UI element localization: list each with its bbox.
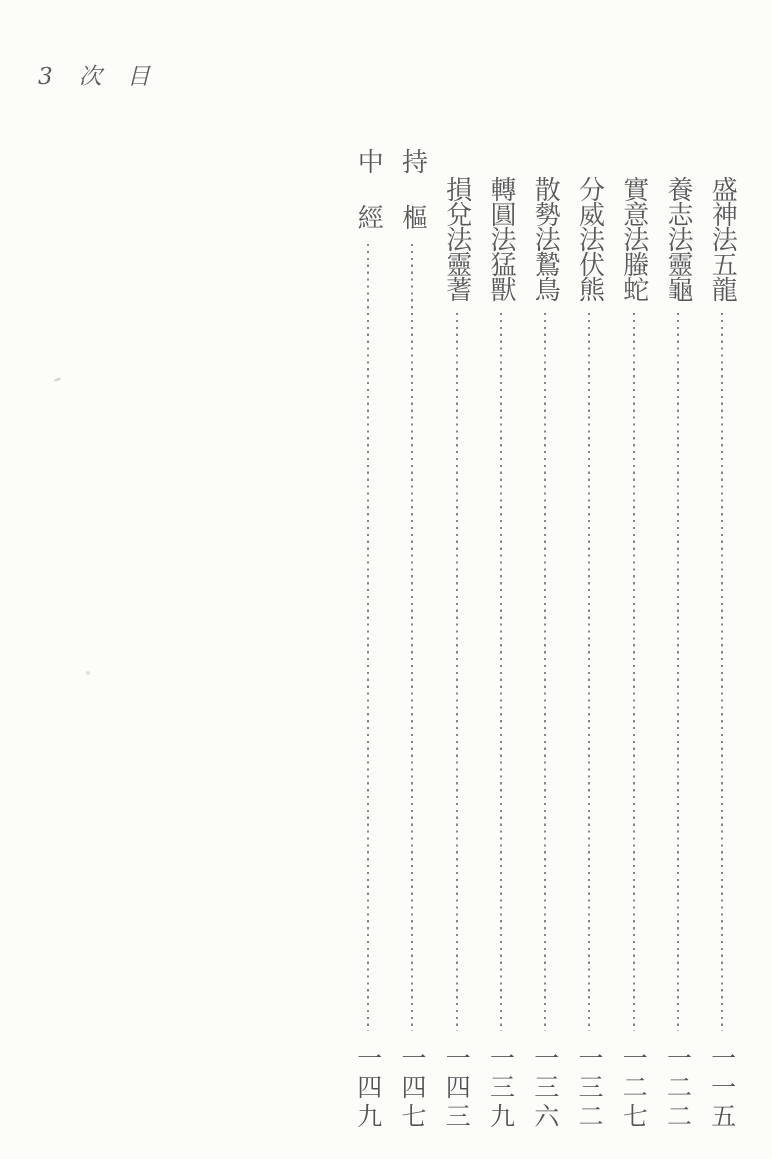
toc-entry-title: 散勢法鷙鳥 <box>530 176 561 301</box>
toc-entry-page: 一四三 <box>442 1045 472 1132</box>
toc-entry-page: 一三九 <box>486 1045 516 1132</box>
toc-entry-title: 盛神法五龍 <box>707 176 738 301</box>
dotted-leader <box>588 313 590 1031</box>
dotted-leader <box>721 313 723 1031</box>
toc-entry-title: 轉圓法猛獸 <box>486 176 517 301</box>
paper-speck <box>54 377 62 382</box>
table-of-contents <box>346 148 744 1132</box>
toc-entry-page: 一二七 <box>619 1045 649 1132</box>
dotted-leader <box>544 313 546 1031</box>
toc-entry-title: 實意法螣蛇 <box>618 176 649 301</box>
toc-entry-page: 一四七 <box>398 1045 427 1132</box>
toc-entry <box>390 148 434 1132</box>
dotted-leader <box>677 313 679 1031</box>
paper-speck <box>86 671 90 675</box>
running-title: 次 目 <box>78 64 159 90</box>
dotted-leader <box>500 313 502 1031</box>
toc-entry <box>656 148 700 1132</box>
toc-entry <box>435 148 479 1132</box>
toc-entry <box>479 148 523 1132</box>
toc-entry-page: 一三二 <box>575 1045 604 1132</box>
toc-entry <box>612 148 656 1132</box>
toc-entry <box>567 148 611 1132</box>
toc-entry-title: 分威法伏熊 <box>574 176 605 301</box>
toc-entry <box>523 148 567 1132</box>
dotted-leader <box>456 313 458 1031</box>
toc-entry-page: 一二二 <box>663 1045 693 1132</box>
toc-entry-title: 中 經 <box>353 148 384 232</box>
toc-entry <box>700 148 744 1132</box>
toc-entry-title: 養志法靈龜 <box>663 176 694 301</box>
dotted-leader <box>367 244 369 1031</box>
dotted-leader <box>633 313 635 1031</box>
toc-entry-page: 一四九 <box>353 1045 383 1132</box>
toc-entry-page: 一一五 <box>707 1045 737 1132</box>
toc-entry <box>346 148 390 1132</box>
toc-entry-title: 持 樞 <box>397 148 428 232</box>
dotted-leader <box>411 244 413 1031</box>
toc-entry-title: 損兌法靈蓍 <box>441 176 472 301</box>
toc-entry-page: 一三六 <box>530 1045 560 1132</box>
page-number-label: 3 <box>38 64 53 90</box>
page-header <box>38 58 159 91</box>
